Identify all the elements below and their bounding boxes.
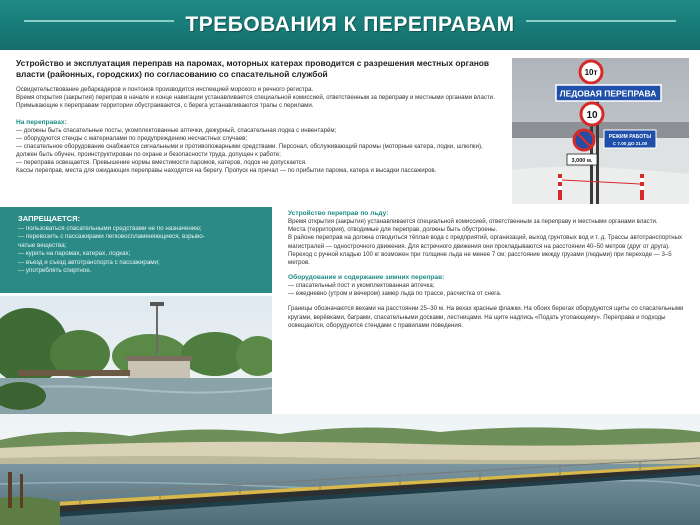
ice-heading: Устройство переправ по льду: — [288, 210, 389, 217]
forbidden-list — [18, 225, 262, 275]
sign-hours-value: С 7.00 ДО 21.00 — [612, 141, 648, 146]
ice-paragraph-1: Время открытия (закрытия) устанавливается специальной комиссией, ответственным за переправу и местными органами власти. — [288, 218, 658, 225]
header-stripe-right — [526, 20, 676, 22]
bridge-illustration — [0, 414, 700, 525]
forbidden-title: ЗАПРЕЩАЕТСЯ: — [18, 214, 81, 223]
list-item: — переправа освещается. Превышение нормы вместимости паромов, катеров, лодок не допускается. — [16, 158, 307, 166]
list-item: — оборудуются стенды с материалами по предупреждению несчастных случаев; — [16, 134, 248, 142]
ice-crossing-section — [288, 210, 688, 330]
crossings-footer: Кассы переправ, места для ожидающих переправы находятся на берегу. Пропуск на причал — по прибытии парома, катера и высадки пассажиров. — [16, 167, 437, 175]
intro-paragraph-2: Время открытия (закрытия) переправ в начале и конце навигации устанавливается специальной комиссией, ответственным за переправу и местными органами власти. Примыкающие к переправам территории обустраиваются, с берега устанавливаются трапы с перилами. — [16, 94, 495, 110]
list-item: — спасательное оборудование снабжается сигнальными и противопожарными средствами. Персонал, обслуживающий паромы (моторные катера, лодки, шлюпки), должен быть обучен, проинструктирован по охране и безопасности труда, допущен к работе; — [16, 142, 483, 158]
list-item: — должны быть спасательные посты, укомплектованные аптечки, дежурный, спасательная лодка с инвентарём; — [16, 126, 337, 134]
intro-paragraph-1: Освидетельствование дебаркадеров и понтонов производится инспекцией морского и речного регистра. — [16, 86, 314, 93]
list-item: — пользоваться спасательными средствами не по назначению; — [18, 225, 202, 232]
crossings-list — [16, 127, 504, 167]
sign-10t-label: 10т — [584, 68, 598, 77]
winter-heading: Оборудование и содержание зимних переправ: — [288, 274, 445, 282]
crossings-heading: На переправах: — [16, 118, 67, 126]
spacer — [288, 298, 688, 305]
forbidden-panel — [0, 207, 272, 293]
intro-lead: Устройство и эксплуатация переправ на паромах, моторных катерах проводится с разрешения местных органов власти (районных, городских) по согласованию со спасательной службой — [16, 58, 490, 79]
winter-list — [288, 282, 688, 298]
sign-distance-label: 3,000 м. — [571, 158, 593, 164]
page-title: ТРЕБОВАНИЯ К ПЕРЕПРАВАМ — [185, 13, 515, 36]
shore-illustration — [0, 296, 272, 414]
ice-paragraph-2: Места (территория), отводимые для переправ, должны быть обустроены. — [288, 226, 498, 234]
list-item: — въезд и съезд автотранспорта с пассажирами; — [18, 258, 160, 266]
winter-footer: Границы обозначаются вехами на расстоянии 25–30 м. На вехах красные флажки. На обоих берегах оборудуются щиты со спасательными кругами, верёвками, баграми, спасательными досками, лестницами. На щите надпись «Подать утопающему». Переправа и подходы освещаются, оборудуются стендами с правилами поведения. — [288, 305, 684, 329]
page-header — [0, 0, 700, 50]
list-item: — употреблять спиртное. — [18, 267, 92, 275]
pontoon-bridge-photo — [0, 414, 700, 525]
signs-illustration — [512, 58, 689, 204]
list-item: — ежедневно (утром и вечером) замер льда по трассе, расчистка от снега. — [288, 290, 502, 298]
ice-paragraph-3: В районе переправ на должна отводиться тёплая вода с предприятий, организаций, выход грунтовых вод и т. д. Трассы автотранспортных магистралей — однострочного движения. Для встречного движения они прокладываются на расстоянии 40–50 метров (друг от друга). Переход с ручной кладью 100 кг возможен при толщине льда не менее 7 см; расстояние между грузами (людьми) при переходе — 3–5 метров. — [288, 234, 683, 267]
river-shore-photo — [0, 296, 272, 414]
header-stripe-left — [24, 20, 174, 22]
sign-hours-title: РЕЖИМ РАБОТЫ — [608, 134, 652, 140]
ice-crossing-signs-photo — [512, 58, 689, 204]
list-item: — спасательный пост и укомплектованная аптечка; — [288, 282, 435, 290]
list-item: чатые вещества; — [18, 241, 67, 249]
sign-speed-label: 10 — [586, 110, 598, 121]
sign-ice-crossing-label: ЛЕДОВАЯ ПЕРЕПРАВА — [559, 88, 657, 99]
list-item: — перевозить с пассажирами легковоспламеняющиеся, взрыво- — [18, 233, 205, 241]
list-item: — курить на паромах, катерах, лодках; — [18, 250, 131, 258]
intro-section — [16, 58, 504, 175]
